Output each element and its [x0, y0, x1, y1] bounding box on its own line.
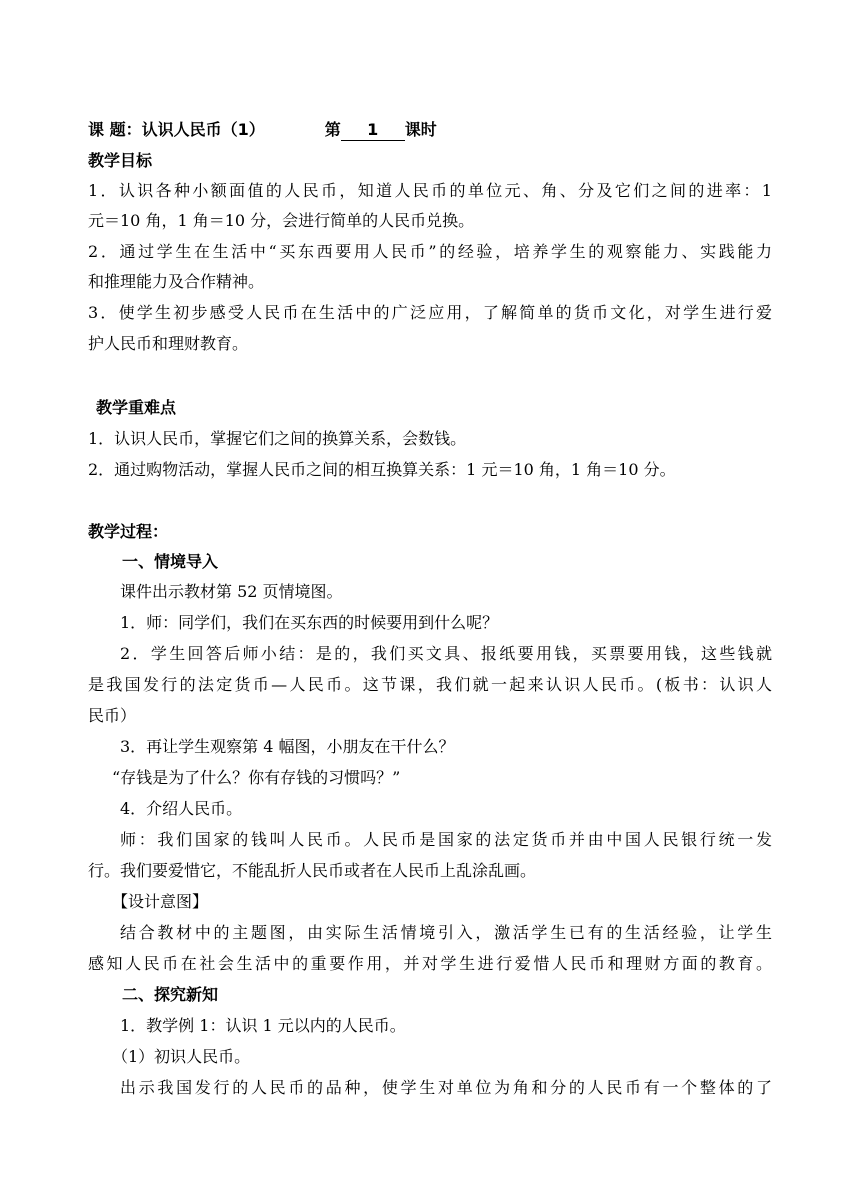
paragraph-line: 出示我国发行的人民币的品种，使学生对单位为角和分的人民币有一个整体的了 — [120, 1078, 772, 1097]
period-prefix: 第 — [324, 120, 341, 139]
objective-line: 3．使学生初步感受人民币在生活中的广泛应用，了解简单的货币文化，对学生进行爱 — [88, 303, 772, 322]
objective-line: 1．认识各种小额面值的人民币，知道人民币的单位元、角、分及它们之间的进率：1 — [88, 181, 772, 200]
paragraph-line: “存钱是为了什么？你有存钱的习惯吗？” — [112, 768, 401, 787]
key-points-heading: 教学重难点 — [96, 398, 177, 417]
paragraph-line: 1．教学例 1：认识 1 元以内的人民币。 — [120, 1016, 406, 1035]
paragraph-line: 4．介绍人民币。 — [120, 799, 243, 818]
paragraph-line: 师：我们国家的钱叫人民币。人民币是国家的法定货币并由中国人民银行统一发 — [120, 830, 772, 849]
lesson-title-line — [88, 120, 437, 141]
objective-line: 2．通过学生在生活中“买东西要用人民币”的经验，培养学生的观察能力、实践能力 — [88, 242, 772, 261]
objectives-heading: 教学目标 — [88, 151, 153, 170]
paragraph-line: 2．学生回答后师小结：是的，我们买文具、报纸要用钱，买票要用钱，这些钱就 — [120, 644, 772, 663]
paragraph-line: 感知人民币在社会生活中的重要作用，并对学生进行爱惜人民币和理财方面的教育。 — [88, 954, 772, 973]
section-heading: 一、情境导入 — [122, 552, 219, 571]
title-label: 课 题： — [88, 120, 142, 139]
period-suffix: 课时 — [404, 120, 437, 139]
key-point-line: 2．通过购物活动，掌握人民币之间的相互换算关系：1 元＝10 角，1 角＝10 分。 — [88, 460, 676, 479]
process-heading: 教学过程： — [88, 522, 169, 541]
paragraph-line: 课件出示教材第 52 页情境图。 — [120, 582, 343, 601]
design-intent-label: 【设计意图】 — [112, 892, 209, 911]
paragraph-line: 行。我们要爱惜它，不能乱折人民币或者在人民币上乱涂乱画。 — [88, 861, 537, 880]
paragraph-line: 1．师：同学们，我们在买东西的时候要用到什么呢？ — [120, 613, 499, 632]
paragraph-line: （1）初识人民币。 — [112, 1047, 251, 1066]
lesson-title: 认识人民币（1） — [141, 120, 265, 139]
paragraph-line: 结合教材中的主题图，由实际生活情境引入，激活学生已有的生活经验，让学生 — [120, 923, 772, 942]
objective-line: 元＝10 角，1 角＝10 分，会进行简单的人民币兑换。 — [88, 211, 475, 230]
objective-line: 和推理能力及合作精神。 — [88, 272, 265, 291]
paragraph-line: 3．再让学生观察第 4 幅图，小朋友在干什么？ — [120, 737, 455, 756]
paragraph-line: 是我国发行的法定货币—人民币。这节课，我们就一起来认识人民币。(板书：认识人 — [88, 675, 772, 694]
paragraph-line: 民币） — [88, 706, 137, 725]
period-number: 1 — [341, 120, 405, 141]
key-point-line: 1．认识人民币，掌握它们之间的换算关系，会数钱。 — [88, 429, 467, 448]
section-heading: 二、探究新知 — [122, 985, 219, 1004]
objective-line: 护人民币和理财教育。 — [88, 334, 249, 353]
